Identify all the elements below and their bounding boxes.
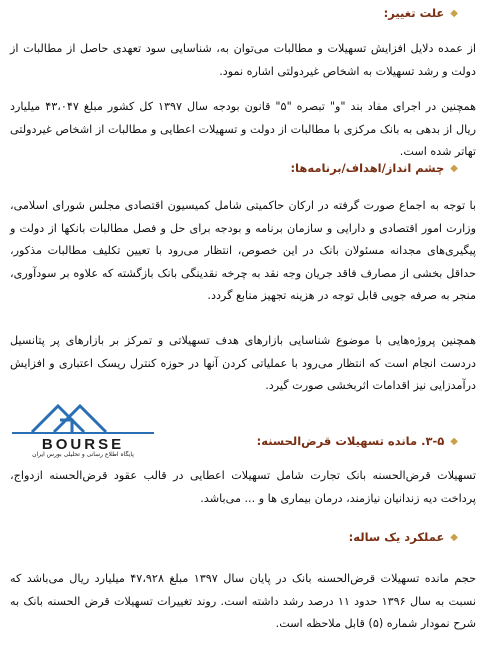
paragraph: با توجه به اجماع صورت گرفته در ارکان حاکمیتی شامل کمیسیون اقتصادی مجلس شورای اسلامی، وزارت امور اقتصادی و دارایی و سازمان برنامه و بودجه برای حل و فصل مطالبات بانکها از دولت و پیگیری‌های مجدانه مسئولان بانک در این خصوص، انتظار می‌رود با تعیین تکلیف مطالبات مذکور، حداقل بخشی از مصارف فاقد جریان وجه نقد به چرخه نقدینگی بانک بازگشته که علاوه بر سودآوری، منجر به صرفه جویی قابل توجه در هزینه تجهیز منابع گردد.: [10, 199, 476, 302]
heading-text: چشم انداز/اهداف/برنامه‌ها:: [290, 161, 445, 175]
bourse-logo-graphic: [10, 398, 156, 452]
diamond-bullet-icon: ◆: [450, 7, 458, 19]
logo-subtitle: پایگاه اطلاع رسانی و تحلیلی بورس ایران: [32, 451, 134, 458]
paragraph: حجم مانده تسهیلات قرض‌الحسنه بانک در پایان سال ۱۳۹۷ مبلغ ۴۷،۹۲۸ میلیارد ریال می‌باشد که نسبت به سال ۱۳۹۶ حدود ۱۱ درصد رشد داشته است. روند تغییرات تسهیلات قرض الحسنه بانک به شرح نمودار شماره (۵) قابل ملاحظه است.: [10, 572, 477, 630]
paragraph: همچنین در اجرای مفاد بند "و" تبصره "۵" قانون بودجه سال ۱۳۹۷ کل کشور مبلغ ۴۳،۰۴۷ میلیارد ریال از بدهی به بانک مرکزی با مطالبات از دولت و تسهیلات اعطایی و مطالبات از اشخاص غیردولتی تهاتر شده است.: [10, 100, 476, 158]
logo-wordmark: BOURSE: [41, 436, 125, 452]
paragraph: تسهیلات قرض‌الحسنه بانک تجارت شامل تسهیلات اعطایی در قالب عقود قرض‌الحسنه ازدواج، پرداخت دیه زندانیان نیازمند، درمان بیماری ها و ... می‌باشد.: [10, 469, 476, 505]
heading-text: علت تغییر:: [383, 6, 445, 20]
heading-text: ۳-۵. مانده تسهیلات قرض‌الحسنه:: [256, 434, 445, 448]
diamond-bullet-icon: ◆: [450, 531, 458, 543]
bourse-logo: [10, 398, 156, 460]
diamond-bullet-icon: ◆: [450, 435, 458, 447]
section-heading-annual-performance: [349, 530, 458, 544]
paragraph: از عمده دلایل افزایش تسهیلات و مطالبات می‌توان به، شناسایی سود تعهدی حاصل از مطالبات از دولت و رشد تسهیلات به اشخاص غیردولتی اشاره نمود.: [10, 42, 476, 78]
section-heading-qard-hasaneh: [257, 434, 458, 448]
section-heading-change-reason: [384, 6, 458, 20]
heading-text: عملکرد یک ساله:: [348, 530, 445, 544]
section-heading-outlook: [290, 161, 458, 175]
diamond-bullet-icon: ◆: [450, 162, 458, 174]
paragraph: همچنین پروژه‌هایی با موضوع شناسایی بازارهای هدف تسهیلاتی و تمرکز بر بازارهای پر پتانسیل دردست انجام است که انتظار می‌رود با عملیاتی کردن آنها در حوزه کنترل ریسک اعتباری و افزایش درآمدزایی نیز اقدامات اثربخشی صورت گیرد.: [10, 334, 476, 392]
